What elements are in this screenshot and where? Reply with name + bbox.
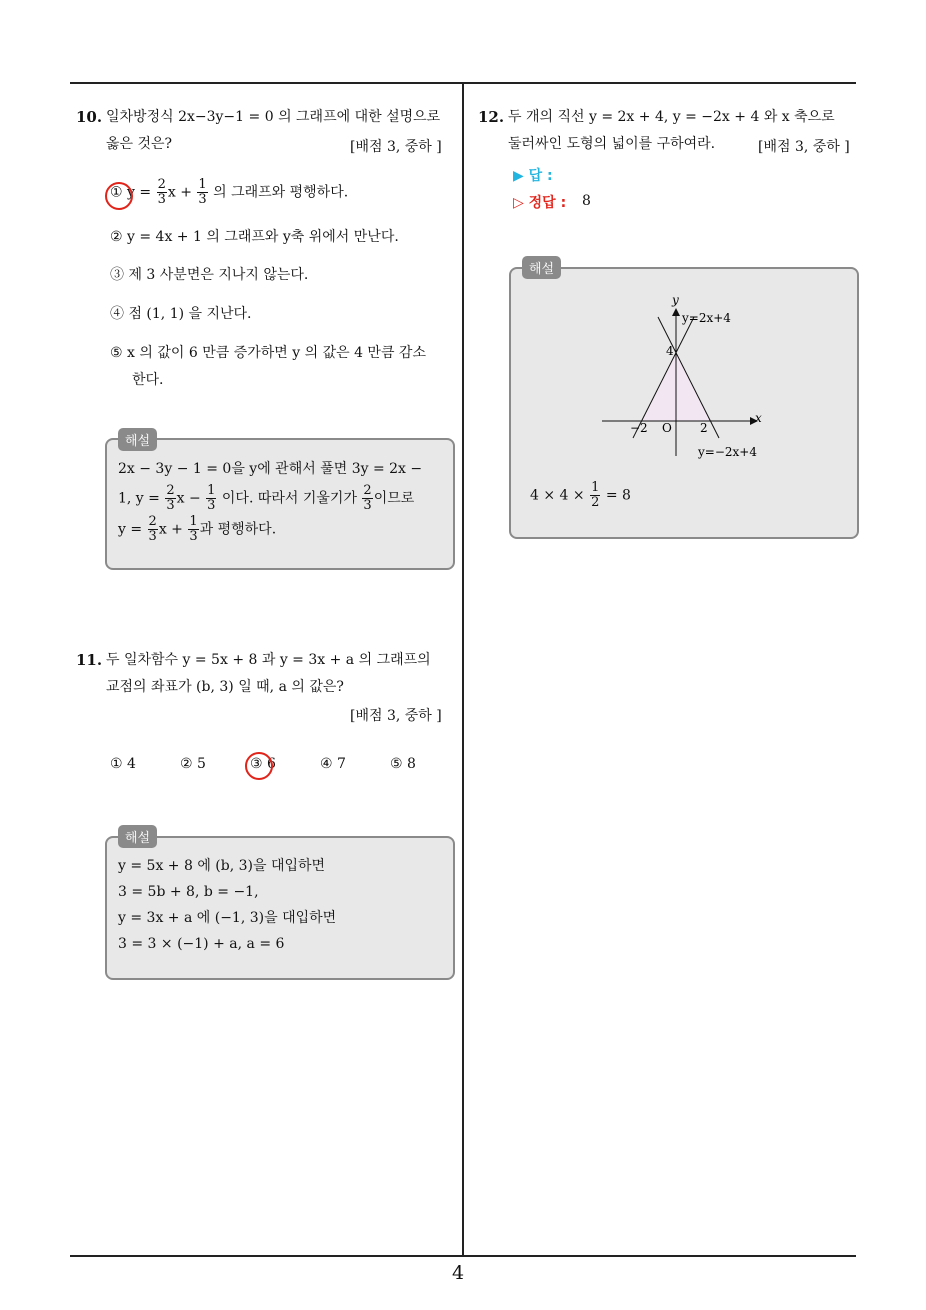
q11-choice-2[interactable]: ② 5 [180, 756, 206, 772]
q12-correct-label: ▷ 정답 : [513, 195, 567, 211]
x-tick-2: 2 [700, 421, 708, 435]
x-tick-neg2: −2 [630, 421, 648, 435]
q10-solution-line2: 1, y = $\frac{2}{3}$ x − $\frac{1}{3}$ 이다. 따라서 기울기가 $\frac{2}{3}$ 이므로 [118, 483, 415, 513]
q11-solution-line3: y = 3x + a 에 (−1, 3)을 대입하면 [118, 910, 337, 926]
q11-solution-line1: y = 5x + 8 에 (b, 3)을 대입하면 [118, 858, 326, 874]
column-divider [462, 83, 464, 1255]
q12-meta: [배점 3, 중하 ] [758, 139, 850, 155]
origin-label: O [662, 421, 672, 435]
q12-solution-tag: 해설 [522, 256, 561, 279]
x-axis-label: x [755, 411, 762, 425]
q12-text-line1: 두 개의 직선 y = 2x + 4, y = −2x + 4 와 x 축으로 [508, 109, 835, 125]
q10-text-line2: 옳은 것은? [106, 136, 173, 152]
q11-choice-4[interactable]: ④ 7 [320, 756, 346, 772]
q10-solution-line3: y = $\frac{2}{3}$ x + $\frac{1}{3}$ 과 평행하다. [118, 514, 277, 544]
q10-solution-line1: 2x − 3y − 1 = 0을 y에 관해서 풀면 3y = 2x − [118, 461, 423, 477]
q11-number: 11. [76, 651, 103, 669]
q12-text-line2: 둘러싸인 도형의 넓이를 구하여라. [508, 136, 716, 152]
q10-text-b: 의 그래프에 대한 설명으로 [278, 109, 441, 125]
q11-solution-line4: 3 = 3 × (−1) + a, a = 6 [118, 936, 285, 952]
page-number: 4 [452, 1262, 465, 1284]
q10-eq: 2x−3y−1 = 0 [178, 109, 274, 125]
y-axis-arrow [672, 308, 680, 316]
bottom-rule [70, 1255, 856, 1257]
q10-choice-3[interactable]: ③ 제 3 사분면은 지나지 않는다. [110, 267, 309, 283]
q11-meta: [배점 3, 중하 ] [350, 708, 442, 724]
q10-choice-5-cont: 한다. [132, 372, 164, 388]
q12-correct-value: 8 [582, 193, 591, 209]
q11-solution-line2: 3 = 5b + 8, b = −1, [118, 884, 259, 900]
q11-choice-1[interactable]: ① 4 [110, 756, 136, 772]
q10-choice-1[interactable]: ① y = $\frac{2}{3}$ x + $\frac{1}{3}$ 의 그래프와 평행하다. [110, 177, 349, 207]
q12-answer-label: ▶ 답 : [513, 168, 553, 184]
q10-choice-5[interactable]: ⑤ x 의 값이 6 만큼 증가하면 y 의 값은 4 만큼 감소 [110, 345, 426, 361]
q10-solution-tag: 해설 [118, 428, 157, 451]
q11-text-line2: 교점의 좌표가 (b, 3) 일 때, a 의 값은? [106, 679, 344, 695]
q10-choice-4[interactable]: ④ 점 (1, 1) 을 지난다. [110, 306, 252, 322]
q10-meta: [배점 3, 중하 ] [350, 139, 442, 155]
q10-text-a: 일차방정식 [106, 109, 174, 125]
y-tick-4: 4 [666, 344, 674, 358]
q10-number: 10. [76, 108, 103, 126]
q10-choice-2[interactable]: ② y = 4x + 1 의 그래프와 y축 위에서 만난다. [110, 229, 399, 245]
q11-choice-5[interactable]: ⑤ 8 [390, 756, 416, 772]
q12-solution-line: 4 × 4 × $\frac{1}{2}$ = 8 [530, 480, 631, 510]
line2-label: y=−2x+4 [698, 445, 757, 459]
q11-text-line1: 두 일차함수 y = 5x + 8 과 y = 3x + a 의 그래프의 [106, 652, 431, 668]
q10-answer-mark [105, 182, 133, 210]
q11-choice-3[interactable]: ③ 6 [250, 756, 276, 772]
q10-text-line1 [106, 104, 440, 131]
q11-solution-tag: 해설 [118, 825, 157, 848]
line1-label: y=2x+4 [682, 311, 731, 325]
q11-answer-mark [245, 752, 273, 780]
q12-number: 12. [478, 108, 505, 126]
y-axis-label: y [672, 293, 679, 307]
q12-graph [590, 290, 780, 465]
